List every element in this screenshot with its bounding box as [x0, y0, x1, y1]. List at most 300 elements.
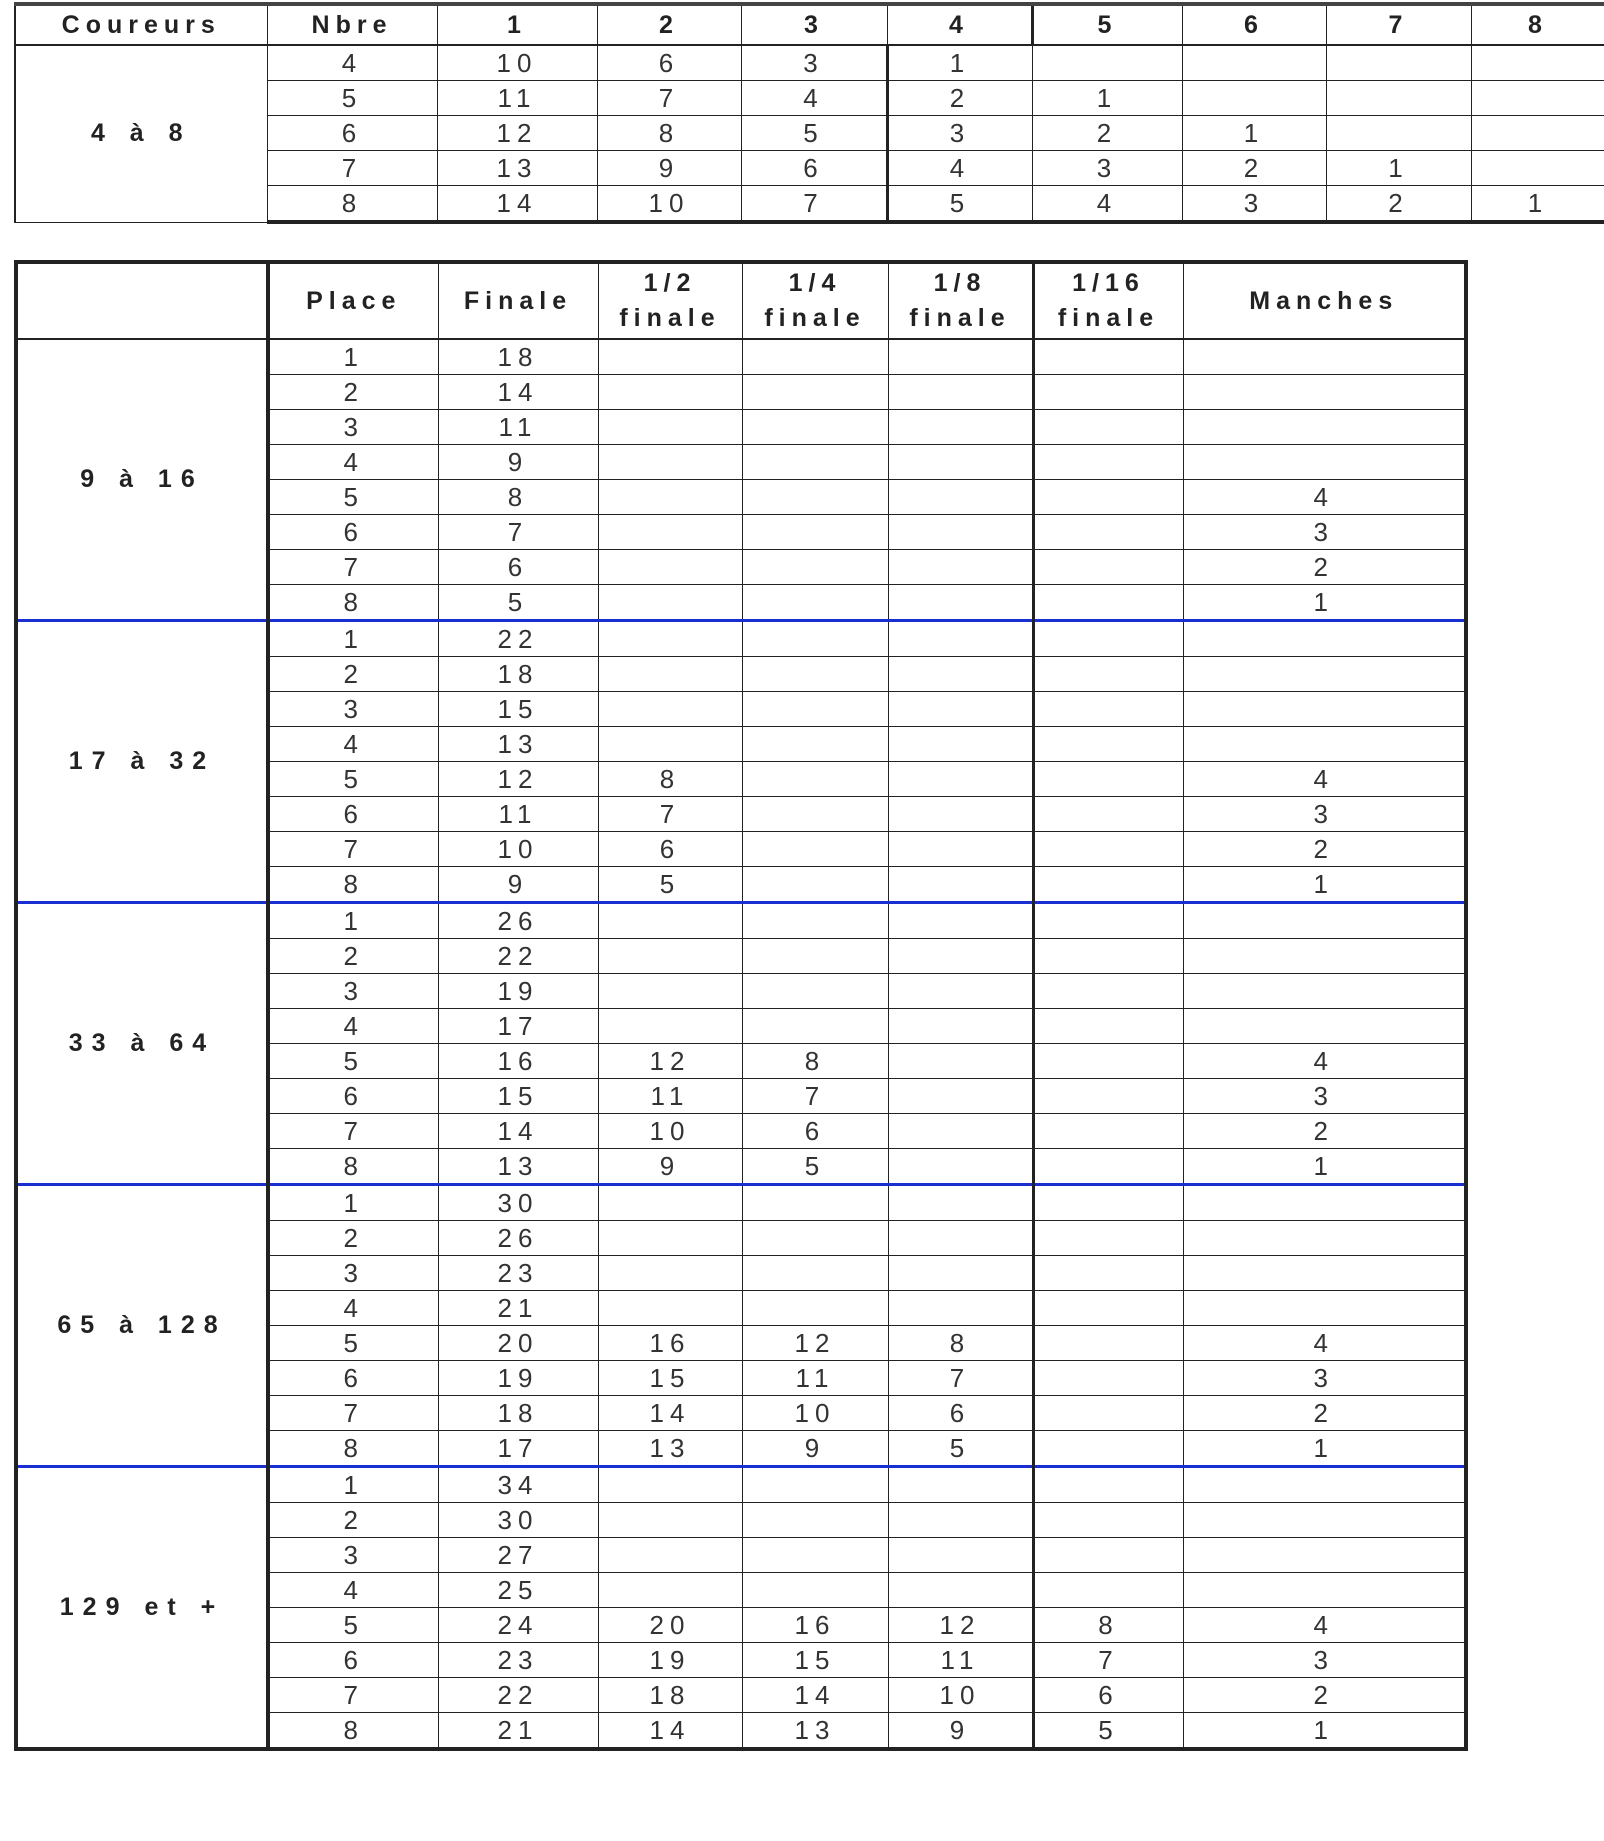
finale-cell: 5 [438, 585, 598, 621]
manches-cell [1183, 445, 1466, 480]
finale-cell: 21 [438, 1713, 598, 1750]
nbre-cell: 7 [267, 151, 437, 186]
finale-cell: 18 [438, 657, 598, 692]
header-place: Place [268, 262, 438, 339]
points-cell: 2 [1326, 186, 1471, 223]
range-label: 4 à 8 [15, 45, 267, 222]
place-cell: 7 [268, 1114, 438, 1149]
seizieme-finale-cell [1033, 410, 1183, 445]
quart-finale-cell: 9 [742, 1431, 888, 1467]
manches-cell: 2 [1183, 1396, 1466, 1431]
manches-cell: 3 [1183, 797, 1466, 832]
place-cell: 4 [268, 1573, 438, 1608]
place-cell: 5 [268, 480, 438, 515]
range-label: 65 à 128 [16, 1185, 268, 1467]
finale-cell: 17 [438, 1431, 598, 1467]
quart-finale-cell [742, 974, 888, 1009]
header-manches: Manches [1183, 262, 1466, 339]
quart-finale-cell [742, 832, 888, 867]
place-cell: 4 [268, 445, 438, 480]
seizieme-finale-cell [1033, 974, 1183, 1009]
demi-finale-cell [598, 903, 742, 939]
place-cell: 5 [268, 1326, 438, 1361]
points-cell [1326, 81, 1471, 116]
points-cell: 11 [437, 81, 597, 116]
demi-finale-cell: 13 [598, 1431, 742, 1467]
seizieme-finale-cell [1033, 1396, 1183, 1431]
quart-finale-cell [742, 1467, 888, 1503]
header-place-3: 3 [741, 4, 887, 45]
quart-finale-cell [742, 1538, 888, 1573]
place-cell: 7 [268, 1396, 438, 1431]
huitieme-finale-cell [888, 974, 1033, 1009]
manches-cell [1183, 339, 1466, 375]
manches-cell: 2 [1183, 832, 1466, 867]
huitieme-finale-cell: 11 [888, 1643, 1033, 1678]
demi-finale-cell: 19 [598, 1643, 742, 1678]
finale-cell: 30 [438, 1185, 598, 1221]
place-cell: 8 [268, 1713, 438, 1750]
seizieme-finale-cell [1033, 1431, 1183, 1467]
seizieme-finale-cell [1033, 1256, 1183, 1291]
points-cell: 4 [887, 151, 1032, 186]
range-label: 33 à 64 [16, 903, 268, 1185]
finale-cell: 25 [438, 1573, 598, 1608]
demi-finale-cell: 11 [598, 1079, 742, 1114]
header-place-4: 4 [887, 4, 1032, 45]
huitieme-finale-cell [888, 375, 1033, 410]
place-cell: 6 [268, 1643, 438, 1678]
demi-finale-cell [598, 657, 742, 692]
huitieme-finale-cell [888, 1573, 1033, 1608]
header-quart-finale-fraction: 1/4 [788, 269, 842, 297]
seizieme-finale-cell [1033, 727, 1183, 762]
finale-cell: 8 [438, 480, 598, 515]
finale-cell: 13 [438, 1149, 598, 1185]
header-place-1: 1 [437, 4, 597, 45]
header-nbre: Nbre [267, 4, 437, 45]
finale-cell: 22 [438, 939, 598, 974]
bottom-table-header-row [16, 262, 1466, 339]
header-demi-finale-word: finale [619, 304, 721, 332]
top-table-header-row [15, 4, 1604, 45]
place-cell: 1 [268, 339, 438, 375]
manches-cell: 4 [1183, 1044, 1466, 1079]
place-cell: 4 [268, 1009, 438, 1044]
manches-cell [1183, 621, 1466, 657]
huitieme-finale-cell [888, 445, 1033, 480]
seizieme-finale-cell [1033, 550, 1183, 585]
seizieme-finale-cell [1033, 939, 1183, 974]
place-cell: 6 [268, 515, 438, 550]
huitieme-finale-cell [888, 1538, 1033, 1573]
quart-finale-cell [742, 797, 888, 832]
place-cell: 8 [268, 867, 438, 903]
quart-finale-cell [742, 550, 888, 585]
demi-finale-cell: 15 [598, 1361, 742, 1396]
table-row [16, 1467, 1466, 1503]
points-cell: 2 [1182, 151, 1326, 186]
manches-cell: 1 [1183, 867, 1466, 903]
manches-cell [1183, 903, 1466, 939]
manches-cell [1183, 1573, 1466, 1608]
place-cell: 7 [268, 550, 438, 585]
demi-finale-cell [598, 1538, 742, 1573]
header-seizieme-finale [1033, 262, 1183, 339]
seizieme-finale-cell [1033, 515, 1183, 550]
points-cell: 10 [597, 186, 741, 223]
manches-cell: 4 [1183, 762, 1466, 797]
place-cell: 1 [268, 903, 438, 939]
seizieme-finale-cell [1033, 1079, 1183, 1114]
place-cell: 6 [268, 1079, 438, 1114]
demi-finale-cell [598, 1221, 742, 1256]
seizieme-finale-cell [1033, 621, 1183, 657]
manches-cell: 2 [1183, 1678, 1466, 1713]
points-cell: 9 [597, 151, 741, 186]
header-huitieme-finale-fraction: 1/8 [933, 269, 987, 297]
points-cell: 5 [741, 116, 887, 151]
quart-finale-cell [742, 1291, 888, 1326]
quart-finale-cell [742, 480, 888, 515]
points-table-4-to-8 [14, 2, 1604, 224]
place-cell: 2 [268, 657, 438, 692]
points-cell: 12 [437, 116, 597, 151]
table-row [16, 1185, 1466, 1221]
huitieme-finale-cell [888, 832, 1033, 867]
huitieme-finale-cell: 10 [888, 1678, 1033, 1713]
huitieme-finale-cell [888, 480, 1033, 515]
place-cell: 8 [268, 585, 438, 621]
manches-cell: 3 [1183, 1361, 1466, 1396]
points-cell: 1 [1471, 186, 1604, 223]
manches-cell: 2 [1183, 550, 1466, 585]
nbre-cell: 8 [267, 186, 437, 223]
demi-finale-cell: 14 [598, 1396, 742, 1431]
demi-finale-cell [598, 1291, 742, 1326]
huitieme-finale-cell [888, 550, 1033, 585]
huitieme-finale-cell [888, 1185, 1033, 1221]
place-cell: 8 [268, 1149, 438, 1185]
finale-cell: 26 [438, 903, 598, 939]
points-cell [1182, 81, 1326, 116]
table-row [16, 339, 1466, 375]
header-demi-finale-fraction: 1/2 [643, 269, 697, 297]
place-cell: 5 [268, 762, 438, 797]
finale-cell: 11 [438, 410, 598, 445]
finale-cell: 22 [438, 621, 598, 657]
place-cell: 1 [268, 1467, 438, 1503]
huitieme-finale-cell [888, 797, 1033, 832]
place-cell: 4 [268, 1291, 438, 1326]
header-place-5: 5 [1032, 4, 1182, 45]
manches-cell [1183, 1256, 1466, 1291]
quart-finale-cell [742, 445, 888, 480]
table-row [15, 45, 1604, 81]
place-cell: 5 [268, 1608, 438, 1643]
seizieme-finale-cell [1033, 1291, 1183, 1326]
points-cell [1471, 116, 1604, 151]
manches-cell [1183, 1538, 1466, 1573]
huitieme-finale-cell [888, 657, 1033, 692]
seizieme-finale-cell: 5 [1033, 1713, 1183, 1750]
header-huitieme-finale-word: finale [909, 304, 1011, 332]
place-cell: 1 [268, 1185, 438, 1221]
seizieme-finale-cell: 6 [1033, 1678, 1183, 1713]
bottom-table-body [16, 339, 1466, 1749]
nbre-cell: 6 [267, 116, 437, 151]
huitieme-finale-cell: 6 [888, 1396, 1033, 1431]
points-cell: 4 [741, 81, 887, 116]
quart-finale-cell [742, 692, 888, 727]
demi-finale-cell: 20 [598, 1608, 742, 1643]
demi-finale-cell [598, 1009, 742, 1044]
huitieme-finale-cell: 7 [888, 1361, 1033, 1396]
finale-cell: 9 [438, 867, 598, 903]
points-cell: 14 [437, 186, 597, 223]
demi-finale-cell [598, 375, 742, 410]
quart-finale-cell [742, 657, 888, 692]
demi-finale-cell [598, 939, 742, 974]
points-cell: 5 [887, 186, 1032, 223]
huitieme-finale-cell [888, 1256, 1033, 1291]
header-place-6: 6 [1182, 4, 1326, 45]
quart-finale-cell: 6 [742, 1114, 888, 1149]
quart-finale-cell: 15 [742, 1643, 888, 1678]
manches-cell [1183, 939, 1466, 974]
points-cell: 3 [741, 45, 887, 81]
quart-finale-cell [742, 375, 888, 410]
seizieme-finale-cell [1033, 1503, 1183, 1538]
place-cell: 2 [268, 1503, 438, 1538]
manches-cell: 3 [1183, 1643, 1466, 1678]
quart-finale-cell: 10 [742, 1396, 888, 1431]
finale-cell: 17 [438, 1009, 598, 1044]
finale-cell: 34 [438, 1467, 598, 1503]
finale-cell: 20 [438, 1326, 598, 1361]
quart-finale-cell: 5 [742, 1149, 888, 1185]
place-cell: 2 [268, 375, 438, 410]
demi-finale-cell [598, 585, 742, 621]
points-cell: 2 [1032, 116, 1182, 151]
demi-finale-cell [598, 692, 742, 727]
points-cell: 1 [1326, 151, 1471, 186]
seizieme-finale-cell [1033, 903, 1183, 939]
huitieme-finale-cell: 12 [888, 1608, 1033, 1643]
manches-cell [1183, 727, 1466, 762]
demi-finale-cell: 5 [598, 867, 742, 903]
seizieme-finale-cell: 7 [1033, 1643, 1183, 1678]
huitieme-finale-cell [888, 867, 1033, 903]
finale-cell: 21 [438, 1291, 598, 1326]
demi-finale-cell [598, 410, 742, 445]
demi-finale-cell [598, 480, 742, 515]
place-cell: 2 [268, 1221, 438, 1256]
demi-finale-cell: 14 [598, 1713, 742, 1750]
finale-cell: 24 [438, 1608, 598, 1643]
points-cell [1471, 81, 1604, 116]
huitieme-finale-cell [888, 410, 1033, 445]
seizieme-finale-cell [1033, 832, 1183, 867]
points-cell: 7 [597, 81, 741, 116]
seizieme-finale-cell [1033, 480, 1183, 515]
header-seizieme-finale-fraction: 1/16 [1072, 269, 1145, 297]
seizieme-finale-cell [1033, 375, 1183, 410]
manches-cell [1183, 1221, 1466, 1256]
seizieme-finale-cell [1033, 445, 1183, 480]
finale-cell: 16 [438, 1044, 598, 1079]
points-cell: 1 [887, 45, 1032, 81]
quart-finale-cell: 11 [742, 1361, 888, 1396]
manches-cell [1183, 974, 1466, 1009]
manches-cell [1183, 1503, 1466, 1538]
quart-finale-cell [742, 1256, 888, 1291]
finale-cell: 13 [438, 727, 598, 762]
huitieme-finale-cell [888, 1044, 1033, 1079]
points-cell [1471, 151, 1604, 186]
quart-finale-cell [742, 585, 888, 621]
nbre-cell: 5 [267, 81, 437, 116]
huitieme-finale-cell [888, 727, 1033, 762]
demi-finale-cell [598, 550, 742, 585]
demi-finale-cell [598, 1467, 742, 1503]
manches-cell: 3 [1183, 515, 1466, 550]
quart-finale-cell [742, 1009, 888, 1044]
place-cell: 3 [268, 692, 438, 727]
demi-finale-cell [598, 515, 742, 550]
manches-cell [1183, 692, 1466, 727]
quart-finale-cell [742, 903, 888, 939]
huitieme-finale-cell: 5 [888, 1431, 1033, 1467]
place-cell: 6 [268, 1361, 438, 1396]
points-cell: 6 [741, 151, 887, 186]
seizieme-finale-cell [1033, 1185, 1183, 1221]
seizieme-finale-cell [1033, 867, 1183, 903]
place-cell: 5 [268, 1044, 438, 1079]
seizieme-finale-cell [1033, 1221, 1183, 1256]
huitieme-finale-cell [888, 1009, 1033, 1044]
finale-cell: 19 [438, 1361, 598, 1396]
manches-cell [1183, 410, 1466, 445]
demi-finale-cell: 8 [598, 762, 742, 797]
finale-cell: 7 [438, 515, 598, 550]
huitieme-finale-cell [888, 1114, 1033, 1149]
manches-cell: 1 [1183, 1431, 1466, 1467]
seizieme-finale-cell [1033, 1361, 1183, 1396]
huitieme-finale-cell [888, 903, 1033, 939]
huitieme-finale-cell [888, 1221, 1033, 1256]
seizieme-finale-cell [1033, 1149, 1183, 1185]
points-cell [1326, 116, 1471, 151]
points-cell: 3 [887, 116, 1032, 151]
demi-finale-cell: 12 [598, 1044, 742, 1079]
seizieme-finale-cell [1033, 1538, 1183, 1573]
manches-cell [1183, 1467, 1466, 1503]
quart-finale-cell: 13 [742, 1713, 888, 1750]
header-quart-finale-word: finale [764, 304, 866, 332]
points-cell: 2 [887, 81, 1032, 116]
finale-cell: 9 [438, 445, 598, 480]
finale-cell: 22 [438, 1678, 598, 1713]
demi-finale-cell [598, 1185, 742, 1221]
points-cell: 6 [597, 45, 741, 81]
finale-cell: 14 [438, 375, 598, 410]
huitieme-finale-cell [888, 1503, 1033, 1538]
place-cell: 7 [268, 1678, 438, 1713]
quart-finale-cell: 12 [742, 1326, 888, 1361]
seizieme-finale-cell [1033, 692, 1183, 727]
range-label: 129 et + [16, 1467, 268, 1750]
huitieme-finale-cell [888, 939, 1033, 974]
place-cell: 3 [268, 1256, 438, 1291]
points-cell: 8 [597, 116, 741, 151]
quart-finale-cell [742, 410, 888, 445]
top-table-body [15, 45, 1604, 222]
seizieme-finale-cell [1033, 1573, 1183, 1608]
huitieme-finale-cell [888, 621, 1033, 657]
seizieme-finale-cell [1033, 1114, 1183, 1149]
finale-cell: 30 [438, 1503, 598, 1538]
points-cell [1182, 45, 1326, 81]
place-cell: 3 [268, 410, 438, 445]
points-cell [1032, 45, 1182, 81]
quart-finale-cell: 14 [742, 1678, 888, 1713]
finale-cell: 6 [438, 550, 598, 585]
quart-finale-cell [742, 515, 888, 550]
range-label: 9 à 16 [16, 339, 268, 621]
demi-finale-cell [598, 727, 742, 762]
quart-finale-cell: 7 [742, 1079, 888, 1114]
quart-finale-cell: 8 [742, 1044, 888, 1079]
finale-cell: 27 [438, 1538, 598, 1573]
huitieme-finale-cell: 8 [888, 1326, 1033, 1361]
finale-cell: 19 [438, 974, 598, 1009]
place-cell: 4 [268, 727, 438, 762]
manches-cell: 4 [1183, 480, 1466, 515]
place-cell: 8 [268, 1431, 438, 1467]
header-demi-finale [598, 262, 742, 339]
finale-cell: 10 [438, 832, 598, 867]
points-table-by-field-size [14, 260, 1468, 1751]
table-row [16, 903, 1466, 939]
demi-finale-cell [598, 974, 742, 1009]
demi-finale-cell [598, 339, 742, 375]
huitieme-finale-cell [888, 585, 1033, 621]
huitieme-finale-cell [888, 1079, 1033, 1114]
huitieme-finale-cell [888, 1291, 1033, 1326]
header-place-7: 7 [1326, 4, 1471, 45]
demi-finale-cell: 9 [598, 1149, 742, 1185]
header-place-2: 2 [597, 4, 741, 45]
points-cell: 4 [1032, 186, 1182, 223]
demi-finale-cell: 18 [598, 1678, 742, 1713]
seizieme-finale-cell: 8 [1033, 1608, 1183, 1643]
seizieme-finale-cell [1033, 585, 1183, 621]
seizieme-finale-cell [1033, 762, 1183, 797]
nbre-cell: 4 [267, 45, 437, 81]
quart-finale-cell [742, 1185, 888, 1221]
huitieme-finale-cell: 9 [888, 1713, 1033, 1750]
header-range-empty [16, 262, 268, 339]
finale-cell: 18 [438, 339, 598, 375]
huitieme-finale-cell [888, 1149, 1033, 1185]
demi-finale-cell [598, 1573, 742, 1608]
header-seizieme-finale-word: finale [1057, 304, 1160, 332]
points-cell [1471, 45, 1604, 81]
place-cell: 7 [268, 832, 438, 867]
finale-cell: 23 [438, 1643, 598, 1678]
points-cell: 3 [1032, 151, 1182, 186]
